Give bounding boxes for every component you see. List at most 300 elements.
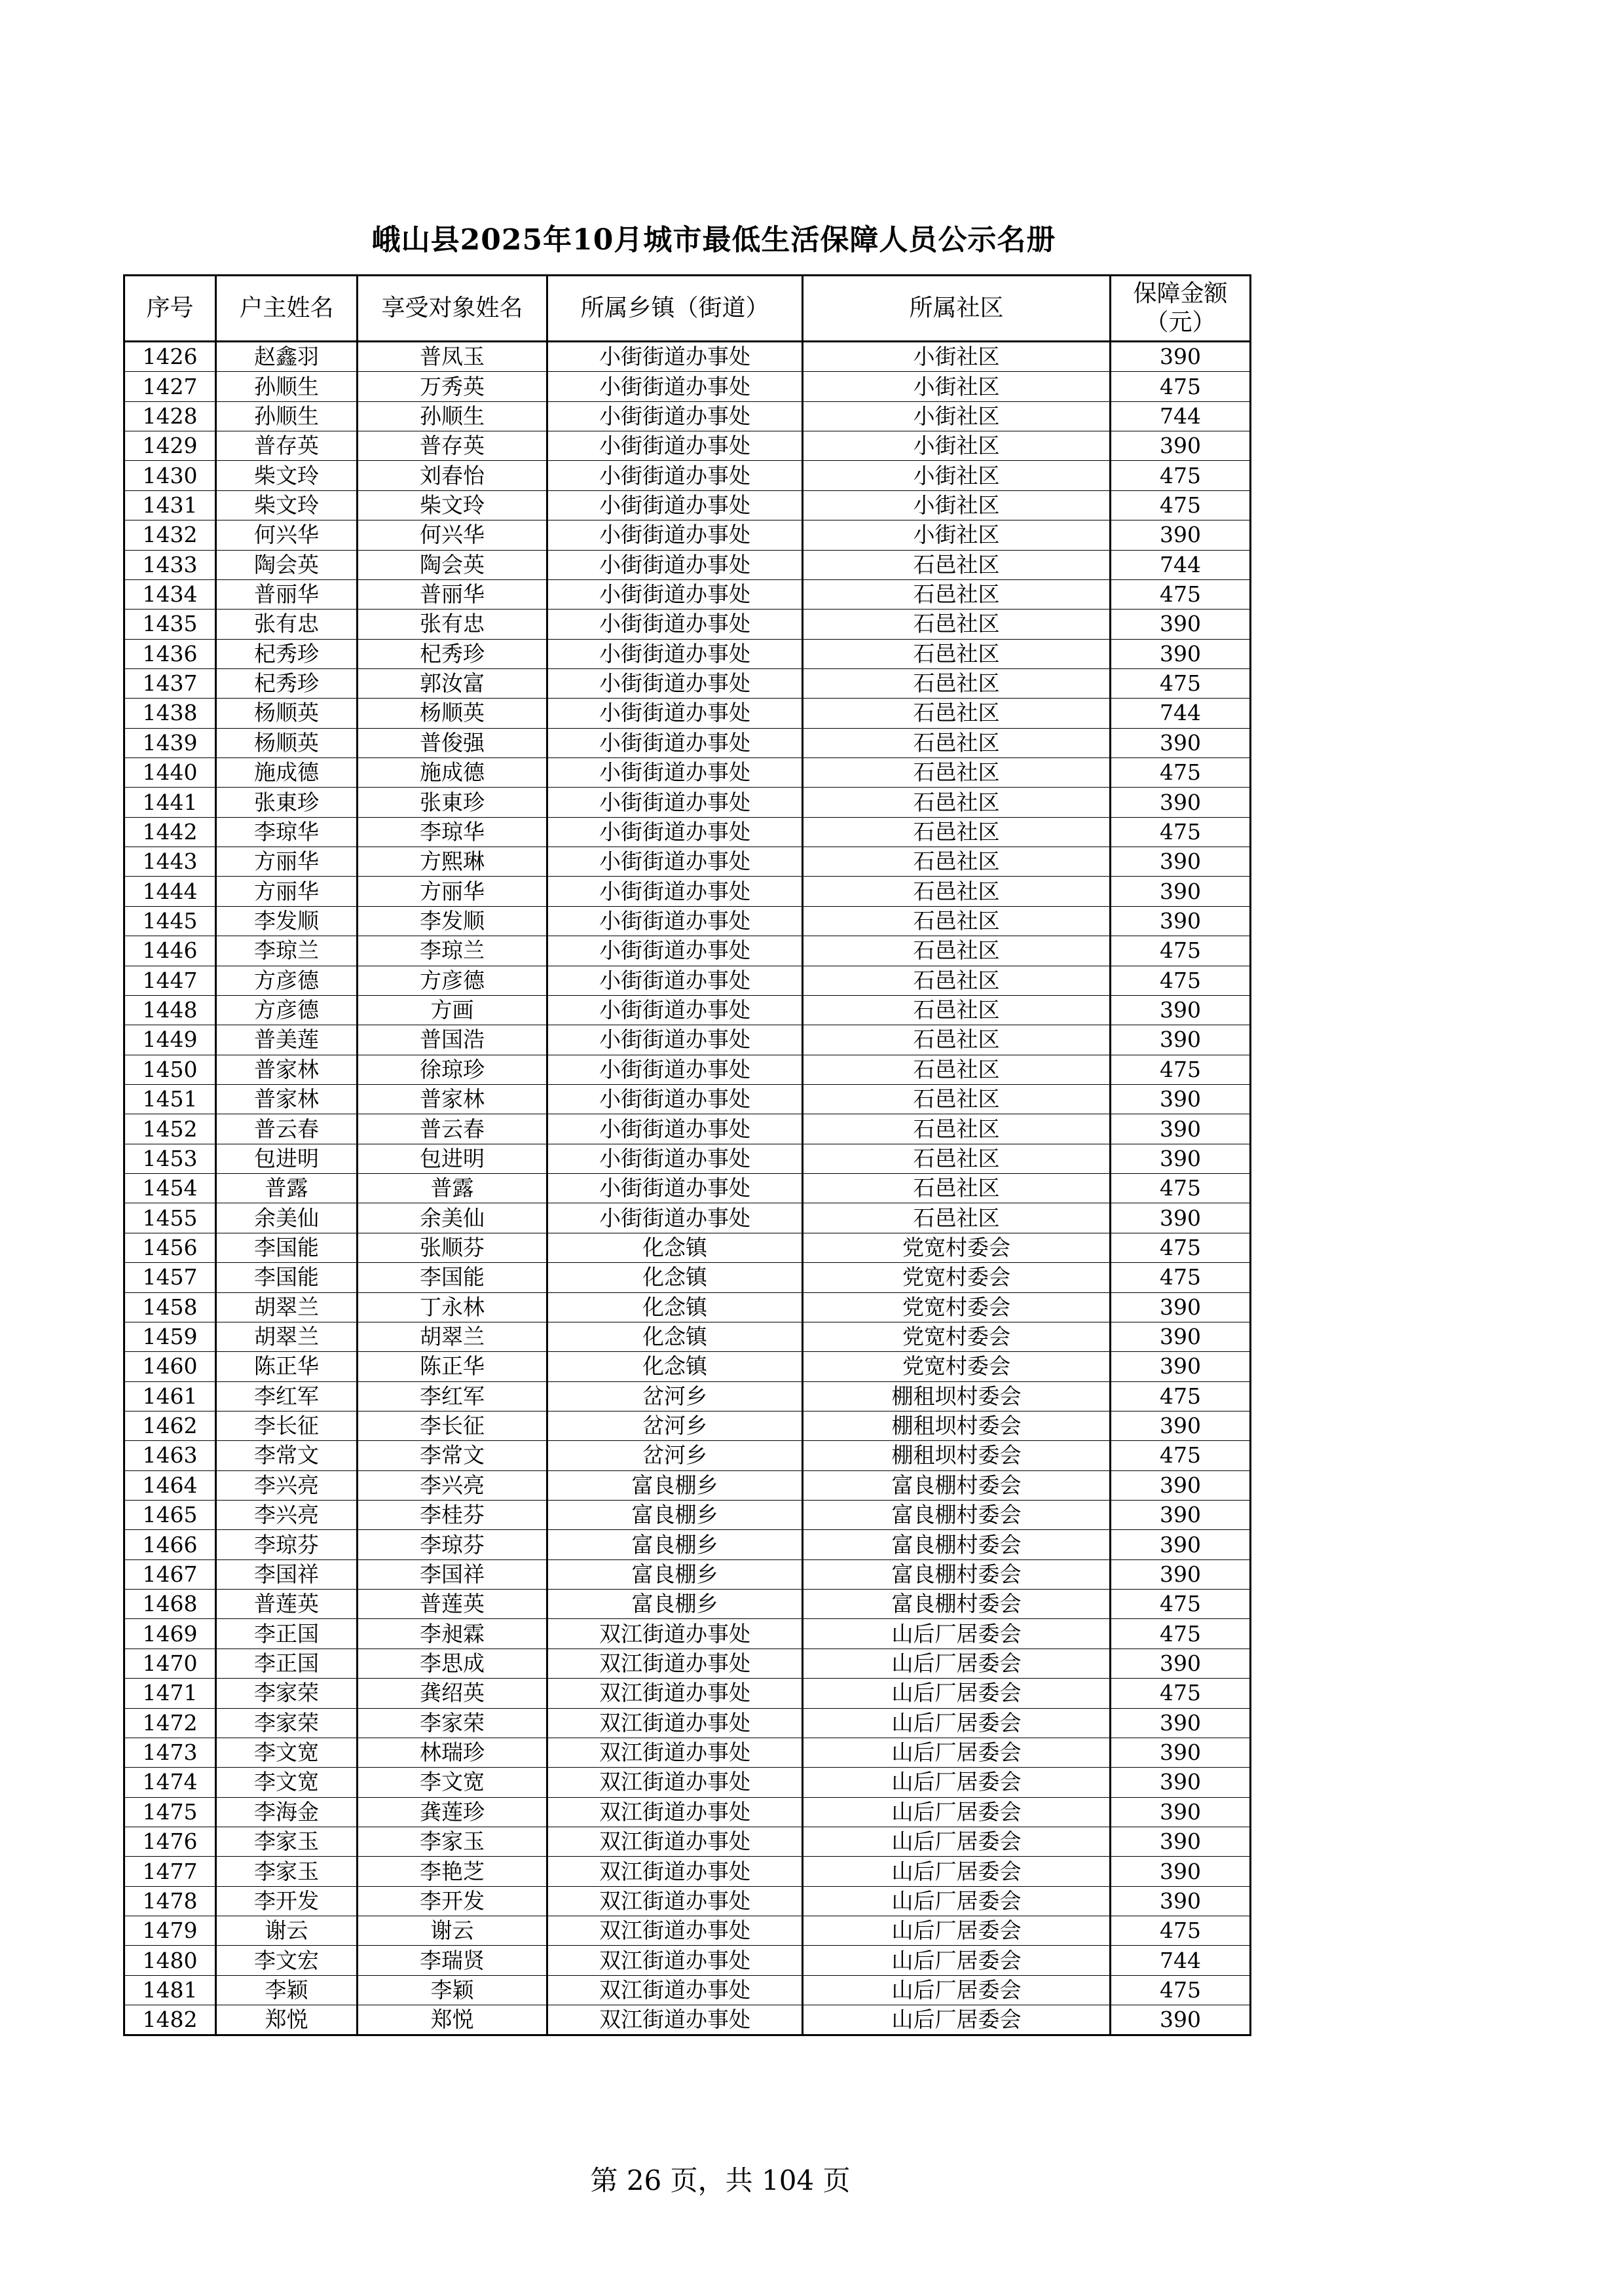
cell-community: 棚租坝村委会 — [803, 1411, 1111, 1440]
cell-community: 山后厂居委会 — [803, 1857, 1111, 1886]
cell-beneficiary: 李瑞贤 — [358, 1946, 547, 1975]
cell-community: 小街社区 — [803, 342, 1111, 372]
cell-amount: 390 — [1111, 1559, 1251, 1589]
cell-householder: 陈正华 — [216, 1352, 358, 1381]
cell-serial: 1444 — [124, 877, 216, 906]
cell-householder: 李兴亮 — [216, 1501, 358, 1530]
cell-township: 小街街道办事处 — [547, 1174, 803, 1203]
cell-amount: 475 — [1111, 372, 1251, 401]
cell-amount: 390 — [1111, 1292, 1251, 1322]
cell-householder: 胡翠兰 — [216, 1292, 358, 1322]
cell-township: 化念镇 — [547, 1233, 803, 1262]
cell-amount: 390 — [1111, 1501, 1251, 1530]
cell-householder: 孙顺生 — [216, 401, 358, 431]
cell-community: 石邑社区 — [803, 1174, 1111, 1203]
cell-township: 小街街道办事处 — [547, 936, 803, 966]
cell-community: 党宽村委会 — [803, 1263, 1111, 1292]
cell-serial: 1433 — [124, 550, 216, 579]
cell-beneficiary: 普家林 — [358, 1084, 547, 1114]
cell-amount: 475 — [1111, 490, 1251, 520]
cell-serial: 1456 — [124, 1233, 216, 1262]
cell-amount: 744 — [1111, 550, 1251, 579]
cell-beneficiary: 谢云 — [358, 1916, 547, 1946]
table-row — [124, 936, 1251, 966]
page-footer: 第 26 页，共 104 页 — [590, 2164, 851, 2196]
cell-community: 石邑社区 — [803, 966, 1111, 995]
cell-amount: 390 — [1111, 995, 1251, 1025]
header-amount — [1111, 276, 1251, 342]
cell-householder: 李家玉 — [216, 1827, 358, 1856]
cell-amount: 475 — [1111, 461, 1251, 490]
cell-amount: 390 — [1111, 431, 1251, 461]
cell-community: 山后厂居委会 — [803, 2005, 1111, 2035]
cell-community: 石邑社区 — [803, 906, 1111, 936]
cell-amount: 390 — [1111, 1827, 1251, 1856]
cell-beneficiary: 李家玉 — [358, 1827, 547, 1856]
cell-householder: 李国祥 — [216, 1559, 358, 1589]
cell-householder: 普丽华 — [216, 579, 358, 609]
cell-amount: 475 — [1111, 817, 1251, 847]
table-row — [124, 2005, 1251, 2035]
table-row — [124, 550, 1251, 579]
cell-amount: 390 — [1111, 877, 1251, 906]
cell-township: 小街街道办事处 — [547, 877, 803, 906]
cell-community: 山后厂居委会 — [803, 1708, 1111, 1738]
cell-householder: 普莲英 — [216, 1590, 358, 1619]
cell-amount: 475 — [1111, 1619, 1251, 1649]
cell-beneficiary: 普存英 — [358, 431, 547, 461]
table-row — [124, 668, 1251, 698]
header-amount-line: 保障金额 — [1133, 280, 1228, 307]
cell-householder: 谢云 — [216, 1916, 358, 1946]
cell-community: 山后厂居委会 — [803, 1649, 1111, 1678]
cell-serial: 1458 — [124, 1292, 216, 1322]
cell-amount: 390 — [1111, 1768, 1251, 1797]
cell-township: 小街街道办事处 — [547, 461, 803, 490]
cell-beneficiary: 普云春 — [358, 1114, 547, 1144]
cell-householder: 胡翠兰 — [216, 1322, 358, 1351]
cell-township: 小街街道办事处 — [547, 372, 803, 401]
table-row — [124, 1174, 1251, 1203]
table-row — [124, 610, 1251, 639]
table-row — [124, 1233, 1251, 1262]
cell-amount: 390 — [1111, 1886, 1251, 1916]
cell-beneficiary: 普凤玉 — [358, 342, 547, 372]
cell-householder: 李正国 — [216, 1619, 358, 1649]
cell-amount: 390 — [1111, 728, 1251, 757]
cell-householder: 李家荣 — [216, 1679, 358, 1708]
cell-householder: 郑悦 — [216, 2005, 358, 2035]
cell-township: 双江街道办事处 — [547, 1946, 803, 1975]
cell-householder: 方彦德 — [216, 995, 358, 1025]
cell-serial: 1471 — [124, 1679, 216, 1708]
table-row — [124, 401, 1251, 431]
cell-community: 棚租坝村委会 — [803, 1441, 1111, 1470]
cell-amount: 390 — [1111, 1738, 1251, 1767]
cell-beneficiary: 龚莲珍 — [358, 1797, 547, 1827]
cell-serial: 1439 — [124, 728, 216, 757]
cell-serial: 1448 — [124, 995, 216, 1025]
cell-community: 石邑社区 — [803, 995, 1111, 1025]
cell-serial: 1443 — [124, 847, 216, 877]
table-row — [124, 699, 1251, 728]
cell-serial: 1445 — [124, 906, 216, 936]
cell-township: 富良棚乡 — [547, 1559, 803, 1589]
table-row — [124, 1411, 1251, 1440]
cell-beneficiary: 林瑞珍 — [358, 1738, 547, 1767]
cell-serial: 1474 — [124, 1768, 216, 1797]
cell-householder: 张東珍 — [216, 788, 358, 817]
cell-householder: 李琼兰 — [216, 936, 358, 966]
table-row — [124, 728, 1251, 757]
cell-beneficiary: 包进明 — [358, 1144, 547, 1173]
cell-community: 山后厂居委会 — [803, 1946, 1111, 1975]
cell-beneficiary: 普俊强 — [358, 728, 547, 757]
cell-township: 小街街道办事处 — [547, 1203, 803, 1233]
table-row — [124, 1827, 1251, 1856]
cell-township: 化念镇 — [547, 1263, 803, 1292]
cell-householder: 李常文 — [216, 1441, 358, 1470]
table-row — [124, 1114, 1251, 1144]
cell-community: 石邑社区 — [803, 579, 1111, 609]
cell-beneficiary: 刘春怡 — [358, 461, 547, 490]
cell-township: 小街街道办事处 — [547, 639, 803, 668]
table-row — [124, 1084, 1251, 1114]
cell-serial: 1427 — [124, 372, 216, 401]
cell-amount: 744 — [1111, 401, 1251, 431]
cell-community: 富良棚村委会 — [803, 1590, 1111, 1619]
cell-householder: 李琼芬 — [216, 1530, 358, 1559]
cell-community: 小街社区 — [803, 490, 1111, 520]
header-householder: 户主姓名 — [216, 276, 358, 342]
cell-beneficiary: 李开发 — [358, 1886, 547, 1916]
cell-township: 双江街道办事处 — [547, 2005, 803, 2035]
cell-serial: 1473 — [124, 1738, 216, 1767]
cell-serial: 1475 — [124, 1797, 216, 1827]
cell-beneficiary: 胡翠兰 — [358, 1322, 547, 1351]
cell-beneficiary: 李艳芝 — [358, 1857, 547, 1886]
cell-beneficiary: 李家荣 — [358, 1708, 547, 1738]
cell-township: 小街街道办事处 — [547, 1055, 803, 1084]
roster-table — [123, 274, 1251, 2036]
cell-amount: 475 — [1111, 1441, 1251, 1470]
cell-township: 小街街道办事处 — [547, 817, 803, 847]
cell-amount: 390 — [1111, 639, 1251, 668]
cell-township: 双江街道办事处 — [547, 1768, 803, 1797]
header-community: 所属社区 — [803, 276, 1111, 342]
cell-amount: 475 — [1111, 579, 1251, 609]
cell-township: 小街街道办事处 — [547, 1114, 803, 1144]
cell-township: 双江街道办事处 — [547, 1619, 803, 1649]
cell-township: 小街街道办事处 — [547, 610, 803, 639]
cell-householder: 包进明 — [216, 1144, 358, 1173]
cell-serial: 1467 — [124, 1559, 216, 1589]
cell-township: 岔河乡 — [547, 1411, 803, 1440]
cell-householder: 陶会英 — [216, 550, 358, 579]
cell-beneficiary: 李兴亮 — [358, 1470, 547, 1500]
cell-serial: 1481 — [124, 1975, 216, 2005]
cell-beneficiary: 方彦德 — [358, 966, 547, 995]
cell-beneficiary: 李国祥 — [358, 1559, 547, 1589]
cell-township: 小街街道办事处 — [547, 579, 803, 609]
cell-beneficiary: 陈正华 — [358, 1352, 547, 1381]
cell-serial: 1428 — [124, 401, 216, 431]
cell-amount: 390 — [1111, 1144, 1251, 1173]
cell-serial: 1459 — [124, 1322, 216, 1351]
cell-community: 山后厂居委会 — [803, 1679, 1111, 1708]
header-township: 所属乡镇（街道） — [547, 276, 803, 342]
table-row — [124, 1797, 1251, 1827]
cell-beneficiary: 李昶霖 — [358, 1619, 547, 1649]
cell-amount: 390 — [1111, 610, 1251, 639]
table-row — [124, 1679, 1251, 1708]
cell-township: 小街街道办事处 — [547, 550, 803, 579]
cell-township: 双江街道办事处 — [547, 1975, 803, 2005]
cell-amount: 475 — [1111, 966, 1251, 995]
cell-serial: 1434 — [124, 579, 216, 609]
cell-serial: 1464 — [124, 1470, 216, 1500]
cell-township: 小街街道办事处 — [547, 520, 803, 550]
cell-amount: 390 — [1111, 520, 1251, 550]
cell-householder: 柴文玲 — [216, 490, 358, 520]
table-row — [124, 1263, 1251, 1292]
cell-householder: 杨顺英 — [216, 699, 358, 728]
cell-serial: 1430 — [124, 461, 216, 490]
cell-amount: 475 — [1111, 1174, 1251, 1203]
cell-township: 双江街道办事处 — [547, 1916, 803, 1946]
table-row — [124, 1916, 1251, 1946]
cell-serial: 1442 — [124, 817, 216, 847]
cell-serial: 1426 — [124, 342, 216, 372]
cell-township: 小街街道办事处 — [547, 431, 803, 461]
table-row — [124, 1025, 1251, 1055]
cell-township: 小街街道办事处 — [547, 342, 803, 372]
cell-amount: 390 — [1111, 1084, 1251, 1114]
cell-beneficiary: 杞秀珍 — [358, 639, 547, 668]
cell-householder: 赵鑫羽 — [216, 342, 358, 372]
header-beneficiary: 享受对象姓名 — [358, 276, 547, 342]
cell-community: 小街社区 — [803, 372, 1111, 401]
table-row — [124, 1857, 1251, 1886]
cell-householder: 李兴亮 — [216, 1470, 358, 1500]
cell-serial: 1480 — [124, 1946, 216, 1975]
cell-township: 富良棚乡 — [547, 1530, 803, 1559]
cell-householder: 普家林 — [216, 1055, 358, 1084]
cell-amount: 475 — [1111, 1975, 1251, 2005]
cell-beneficiary: 陶会英 — [358, 550, 547, 579]
cell-beneficiary: 余美仙 — [358, 1203, 547, 1233]
cell-householder: 柴文玲 — [216, 461, 358, 490]
cell-community: 小街社区 — [803, 520, 1111, 550]
cell-householder: 李琼华 — [216, 817, 358, 847]
table-row — [124, 431, 1251, 461]
cell-township: 小街街道办事处 — [547, 966, 803, 995]
cell-township: 小街街道办事处 — [547, 847, 803, 877]
cell-community: 石邑社区 — [803, 668, 1111, 698]
table-row — [124, 847, 1251, 877]
cell-serial: 1441 — [124, 788, 216, 817]
cell-householder: 普美莲 — [216, 1025, 358, 1055]
cell-community: 石邑社区 — [803, 550, 1111, 579]
table-row — [124, 1708, 1251, 1738]
cell-beneficiary: 郑悦 — [358, 2005, 547, 2035]
cell-amount: 390 — [1111, 1530, 1251, 1559]
cell-householder: 李国能 — [216, 1233, 358, 1262]
cell-householder: 普云春 — [216, 1114, 358, 1144]
cell-beneficiary: 普莲英 — [358, 1590, 547, 1619]
table-row — [124, 639, 1251, 668]
cell-community: 石邑社区 — [803, 1055, 1111, 1084]
cell-amount: 390 — [1111, 1025, 1251, 1055]
cell-township: 双江街道办事处 — [547, 1857, 803, 1886]
cell-community: 小街社区 — [803, 401, 1111, 431]
cell-serial: 1468 — [124, 1590, 216, 1619]
cell-serial: 1463 — [124, 1441, 216, 1470]
cell-township: 化念镇 — [547, 1292, 803, 1322]
cell-community: 石邑社区 — [803, 1084, 1111, 1114]
cell-community: 石邑社区 — [803, 728, 1111, 757]
table-row — [124, 579, 1251, 609]
cell-serial: 1469 — [124, 1619, 216, 1649]
cell-beneficiary: 杨顺英 — [358, 699, 547, 728]
cell-township: 小街街道办事处 — [547, 1084, 803, 1114]
table-row — [124, 1322, 1251, 1351]
cell-community: 石邑社区 — [803, 1144, 1111, 1173]
cell-serial: 1435 — [124, 610, 216, 639]
cell-householder: 李开发 — [216, 1886, 358, 1916]
cell-community: 山后厂居委会 — [803, 1975, 1111, 2005]
cell-householder: 李家荣 — [216, 1708, 358, 1738]
table-row — [124, 1886, 1251, 1916]
cell-beneficiary: 李红军 — [358, 1381, 547, 1411]
cell-amount: 390 — [1111, 1857, 1251, 1886]
cell-serial: 1454 — [124, 1174, 216, 1203]
cell-amount: 390 — [1111, 788, 1251, 817]
cell-community: 富良棚村委会 — [803, 1559, 1111, 1589]
cell-township: 小街街道办事处 — [547, 728, 803, 757]
cell-community: 石邑社区 — [803, 758, 1111, 788]
cell-beneficiary: 李琼芬 — [358, 1530, 547, 1559]
cell-township: 小街街道办事处 — [547, 906, 803, 936]
cell-township: 小街街道办事处 — [547, 1025, 803, 1055]
table-row — [124, 1590, 1251, 1619]
cell-amount: 390 — [1111, 1203, 1251, 1233]
cell-community: 党宽村委会 — [803, 1352, 1111, 1381]
cell-township: 双江街道办事处 — [547, 1708, 803, 1738]
cell-householder: 李文宽 — [216, 1768, 358, 1797]
cell-community: 石邑社区 — [803, 699, 1111, 728]
cell-amount: 390 — [1111, 1470, 1251, 1500]
cell-beneficiary: 方画 — [358, 995, 547, 1025]
cell-community: 石邑社区 — [803, 936, 1111, 966]
table-row — [124, 1203, 1251, 1233]
cell-beneficiary: 普露 — [358, 1174, 547, 1203]
cell-serial: 1432 — [124, 520, 216, 550]
cell-community: 山后厂居委会 — [803, 1768, 1111, 1797]
table-row — [124, 1530, 1251, 1559]
table-row — [124, 1619, 1251, 1649]
cell-beneficiary: 李桂芬 — [358, 1501, 547, 1530]
cell-householder: 施成德 — [216, 758, 358, 788]
cell-householder: 杨顺英 — [216, 728, 358, 757]
cell-township: 小街街道办事处 — [547, 699, 803, 728]
table-row — [124, 1975, 1251, 2005]
cell-serial: 1466 — [124, 1530, 216, 1559]
cell-serial: 1452 — [124, 1114, 216, 1144]
cell-township: 化念镇 — [547, 1352, 803, 1381]
cell-community: 小街社区 — [803, 461, 1111, 490]
cell-serial: 1440 — [124, 758, 216, 788]
cell-community: 山后厂居委会 — [803, 1619, 1111, 1649]
cell-amount: 475 — [1111, 758, 1251, 788]
cell-beneficiary: 李国能 — [358, 1263, 547, 1292]
table-row — [124, 1352, 1251, 1381]
cell-householder: 杞秀珍 — [216, 639, 358, 668]
cell-community: 石邑社区 — [803, 610, 1111, 639]
cell-serial: 1455 — [124, 1203, 216, 1233]
cell-amount: 390 — [1111, 2005, 1251, 2035]
cell-township: 小街街道办事处 — [547, 788, 803, 817]
cell-amount: 744 — [1111, 1946, 1251, 1975]
cell-beneficiary: 柴文玲 — [358, 490, 547, 520]
cell-serial: 1453 — [124, 1144, 216, 1173]
cell-community: 石邑社区 — [803, 639, 1111, 668]
cell-beneficiary: 施成德 — [358, 758, 547, 788]
table-row — [124, 1768, 1251, 1797]
cell-beneficiary: 李思成 — [358, 1649, 547, 1678]
cell-householder: 杞秀珍 — [216, 668, 358, 698]
cell-householder: 张有忠 — [216, 610, 358, 639]
cell-serial: 1470 — [124, 1649, 216, 1678]
cell-serial: 1450 — [124, 1055, 216, 1084]
cell-community: 山后厂居委会 — [803, 1738, 1111, 1767]
cell-township: 小街街道办事处 — [547, 995, 803, 1025]
cell-township: 双江街道办事处 — [547, 1738, 803, 1767]
cell-amount: 390 — [1111, 1649, 1251, 1678]
table-row — [124, 1144, 1251, 1173]
cell-householder: 李文宏 — [216, 1946, 358, 1975]
cell-community: 棚租坝村委会 — [803, 1381, 1111, 1411]
cell-serial: 1449 — [124, 1025, 216, 1055]
cell-community: 山后厂居委会 — [803, 1916, 1111, 1946]
cell-beneficiary: 李文宽 — [358, 1768, 547, 1797]
cell-serial: 1479 — [124, 1916, 216, 1946]
cell-community: 富良棚村委会 — [803, 1470, 1111, 1500]
cell-township: 双江街道办事处 — [547, 1679, 803, 1708]
cell-community: 石邑社区 — [803, 877, 1111, 906]
cell-householder: 余美仙 — [216, 1203, 358, 1233]
cell-serial: 1431 — [124, 490, 216, 520]
cell-beneficiary: 方丽华 — [358, 877, 547, 906]
table-row — [124, 1441, 1251, 1470]
table-header-row — [124, 276, 1251, 342]
cell-amount: 390 — [1111, 342, 1251, 372]
cell-serial: 1462 — [124, 1411, 216, 1440]
cell-amount: 475 — [1111, 1590, 1251, 1619]
cell-amount: 390 — [1111, 1708, 1251, 1738]
cell-serial: 1429 — [124, 431, 216, 461]
table-row — [124, 490, 1251, 520]
table-row — [124, 995, 1251, 1025]
cell-amount: 475 — [1111, 668, 1251, 698]
cell-township: 岔河乡 — [547, 1441, 803, 1470]
cell-serial: 1457 — [124, 1263, 216, 1292]
cell-community: 石邑社区 — [803, 788, 1111, 817]
cell-serial: 1437 — [124, 668, 216, 698]
cell-community: 山后厂居委会 — [803, 1886, 1111, 1916]
cell-serial: 1482 — [124, 2005, 216, 2035]
table-row — [124, 1649, 1251, 1678]
